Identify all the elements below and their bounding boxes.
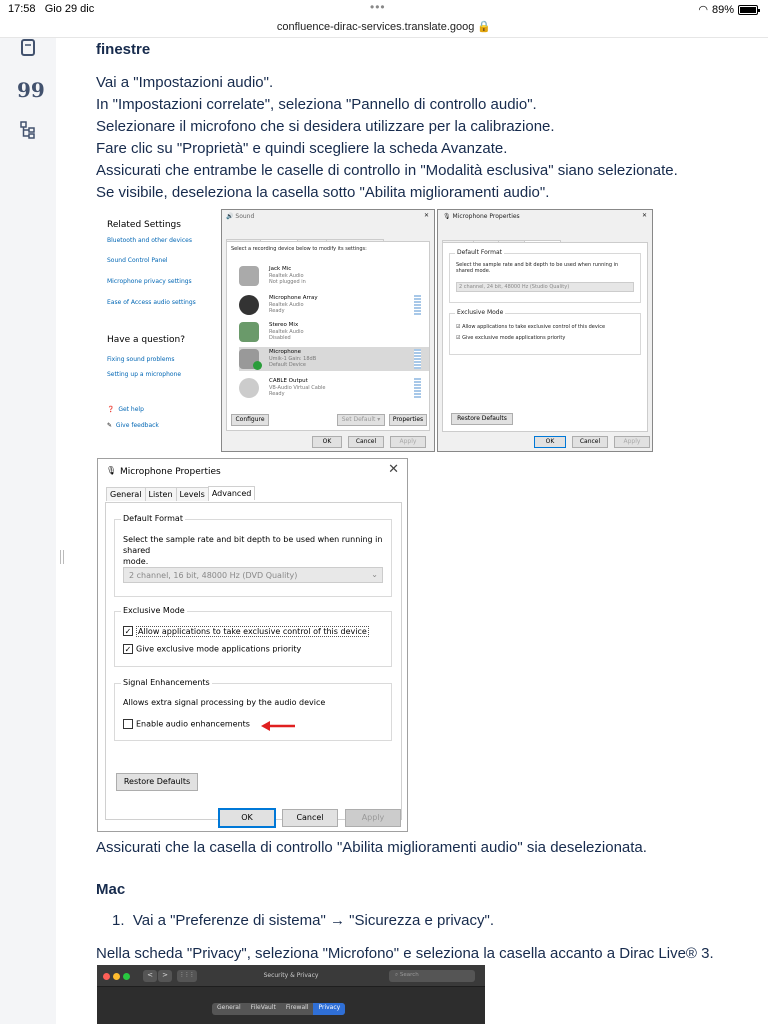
related-settings-title: Related Settings (107, 220, 181, 230)
microphone-icon (239, 266, 259, 286)
level-meter (414, 349, 421, 369)
screenshot-mic-properties (97, 458, 408, 832)
format-description: Select the sample rate and bit depth to be used when running in shared mode. (123, 535, 383, 566)
set-default-button[interactable]: Set Default ▾ (337, 414, 385, 426)
tab-privacy[interactable]: Privacy (313, 1003, 345, 1015)
chevron-down-icon: ⌄ (371, 570, 378, 579)
checkbox-unchecked-icon (123, 719, 133, 729)
exclusive-mode-group: Exclusive Mode ✓ Allow applications to take exclusive control of this device ✓ Give exclusive mode applications priority (114, 611, 392, 667)
webcam-icon (239, 295, 259, 315)
sound-dialog (221, 209, 435, 452)
recording-instruction: Select a recording device below to modify its settings: (231, 246, 367, 252)
link-sound-control-panel[interactable]: Sound Control Panel (107, 257, 168, 264)
configure-button[interactable]: Configure (231, 414, 269, 426)
status-time: 17:58 Gio 29 dic (8, 3, 95, 15)
mic-cancel-button[interactable]: Cancel (572, 436, 608, 448)
mac-step-1: 1. Vai a "Preferenze di sistema" → "Sicurezza e privacy". (112, 912, 495, 929)
link-setting-up-mic[interactable]: Setting up a microphone (107, 371, 182, 378)
browser-status-bar (0, 0, 768, 38)
section-heading-mac: Mac (96, 881, 126, 898)
level-meter (414, 378, 421, 398)
checkbox-checked-icon: ✓ (124, 645, 132, 654)
default-format-group: Default Format Select the sample rate and bit depth to be used when running in shared mode. 2 channel, 24 bit, 48000 Hz (Studio Quality) (449, 253, 641, 303)
close-icon[interactable]: ✕ (388, 462, 399, 477)
device-jack-mic[interactable]: Jack Mic Realtek Audio Not plugged in (239, 264, 429, 288)
tree-icon[interactable] (17, 120, 39, 142)
level-meter (414, 295, 421, 315)
signal-description: Allows extra signal processing by the audio device (123, 698, 326, 707)
window-title: Security & Privacy (263, 972, 319, 979)
feedback-icon: ✎ (107, 422, 113, 429)
exclusive-checkbox-2[interactable]: ☑ Give exclusive mode applications priority (456, 335, 566, 341)
battery-icon (738, 5, 758, 15)
tab-general[interactable]: General (217, 1004, 241, 1011)
board-icon (239, 322, 259, 342)
privacy-tabs (212, 1003, 345, 1015)
exclusive-control-checkbox[interactable]: ✓ Allow applications to take exclusive control of this device (124, 626, 367, 636)
mic-ok-button[interactable]: OK (534, 436, 566, 448)
ok-button[interactable]: OK (219, 809, 275, 827)
exclusive-mode-group: Exclusive Mode ☑ Allow applications to take exclusive control of this device ☑ Give exclusive mode applications priority (449, 313, 641, 355)
default-format-group: Default Format Select the sample rate and bit depth to be used when running in shared mode. 2 channel, 16 bit, 48000 Hz (DVD Quality) ⌄ (114, 519, 392, 597)
step-1: Vai a "Impostazioni audio". (96, 74, 274, 91)
exclusive-priority-checkbox[interactable]: ✓ Give exclusive mode applications priority (124, 644, 302, 654)
link-bluetooth[interactable]: Bluetooth and other devices (107, 237, 192, 244)
tab-dots[interactable]: ••• (370, 0, 386, 14)
sound-dialog-title: 🔊 Sound (226, 213, 255, 220)
step-6: Se visibile, deseleziona la casella sotto "Abilita miglioramenti audio". (96, 184, 550, 201)
mac-paragraph: Nella scheda "Privacy", seleziona "Microfono" e seleziona la casella accanto a Dirac Live® 3. (96, 945, 714, 962)
grid-icon[interactable]: ⋮⋮⋮ (177, 970, 197, 982)
close-icon[interactable]: ✕ (641, 212, 647, 219)
after-image-text: Assicurati che la casella di controllo "Abilita miglioramenti audio" sia deselezionata. (96, 839, 647, 856)
search-input[interactable]: ⌕ Search (389, 970, 475, 982)
signal-enhancements-group: Signal Enhancements Allows extra signal processing by the audio device Enable audio enhancements (114, 683, 392, 741)
dialog-title: 🎙 Microphone Properties (443, 213, 520, 220)
sound-apply-button[interactable]: Apply (390, 436, 426, 448)
tab-levels[interactable]: Levels (176, 487, 209, 501)
step-4: Fare clic su "Proprietà" e quindi scegliere la scheda Avanzate. (96, 140, 508, 157)
tab-filevault[interactable]: FileVault (250, 1004, 276, 1011)
device-microphone[interactable]: Microphone Umik-1 Gain: 18dB Default Device (239, 347, 429, 371)
help-icon: ❓ (107, 406, 115, 413)
format-select[interactable]: 2 channel, 16 bit, 48000 Hz (DVD Quality) ⌄ (123, 567, 383, 583)
red-arrow-icon (261, 721, 297, 731)
link-ease-of-access[interactable]: Ease of Access audio settings (107, 299, 196, 306)
resize-handle[interactable] (60, 550, 64, 564)
link-mic-privacy[interactable]: Microphone privacy settings (107, 278, 192, 285)
back-button[interactable]: < (143, 970, 157, 982)
default-check-icon (253, 361, 262, 370)
sound-cancel-button[interactable]: Cancel (348, 436, 384, 448)
device-stereo-mix[interactable]: Stereo Mix Realtek Audio Disabled (239, 320, 429, 344)
step-5: Assicurati che entrambe le caselle di controllo in "Modalità esclusiva" siano selezionate. (96, 162, 678, 179)
page-icon[interactable] (17, 38, 39, 60)
cancel-button[interactable]: Cancel (282, 809, 338, 827)
wifi-icon: ◠ (698, 4, 708, 16)
quote-icon[interactable]: 99 (17, 78, 45, 102)
restore-defaults-button[interactable]: Restore Defaults (451, 413, 513, 425)
microphone-icon: 🎙 (106, 466, 117, 475)
address-bar[interactable]: confluence-dirac-services.translate.goog 🔒 (276, 21, 492, 33)
sound-ok-button[interactable]: OK (312, 436, 342, 448)
step-3: Selezionare il microfono che si desidera utilizzare per la calibrazione. (96, 118, 555, 135)
question-title: Have a question? (107, 335, 186, 345)
checkbox-checked-icon: ✓ (124, 627, 132, 636)
tab-listen[interactable]: Listen (145, 487, 177, 501)
battery-indicator: ◠ 89% (698, 3, 758, 16)
advanced-pane (105, 502, 402, 820)
link-fixing-sound[interactable]: Fixing sound problems (107, 356, 175, 363)
section-heading-windows: finestre (96, 41, 151, 58)
mic-properties-small-dialog (437, 209, 653, 452)
dialog-title: Microphone Properties (120, 467, 221, 477)
sidebar-rail (0, 38, 56, 1024)
device-cable-output[interactable]: CABLE Output VB-Audio Virtual Cable Ready (239, 376, 429, 400)
speaker-icon (239, 378, 259, 398)
restore-defaults-button[interactable]: Restore Defaults (116, 773, 198, 791)
mic-apply-button[interactable]: Apply (614, 436, 650, 448)
apply-button[interactable]: Apply (345, 809, 401, 827)
search-icon: ⌕ (395, 972, 399, 978)
close-icon[interactable]: ✕ (423, 212, 429, 219)
link-get-help[interactable]: ❓ Get help (107, 406, 144, 413)
screenshot-mac-security (97, 965, 485, 1024)
step-2: In "Impostazioni correlate", seleziona "Pannello di controllo audio". (96, 96, 537, 113)
properties-button[interactable]: Properties (389, 414, 427, 426)
link-give-feedback[interactable]: ✎ Give feedback (107, 422, 159, 429)
screenshot-sound-settings (97, 207, 653, 452)
format-select[interactable]: 2 channel, 24 bit, 48000 Hz (Studio Quality) (456, 282, 634, 292)
enable-enhancements-checkbox[interactable]: Enable audio enhancements (123, 719, 250, 729)
tab-general[interactable]: General (106, 487, 146, 501)
device-microphone-array[interactable]: Microphone Array Realtek Audio Ready (239, 293, 429, 317)
tab-firewall[interactable]: Firewall (285, 1004, 309, 1011)
forward-button[interactable]: > (158, 970, 172, 982)
tab-advanced[interactable]: Advanced (208, 486, 256, 500)
exclusive-checkbox-1[interactable]: ☑ Allow applications to take exclusive control of this device (456, 324, 606, 330)
